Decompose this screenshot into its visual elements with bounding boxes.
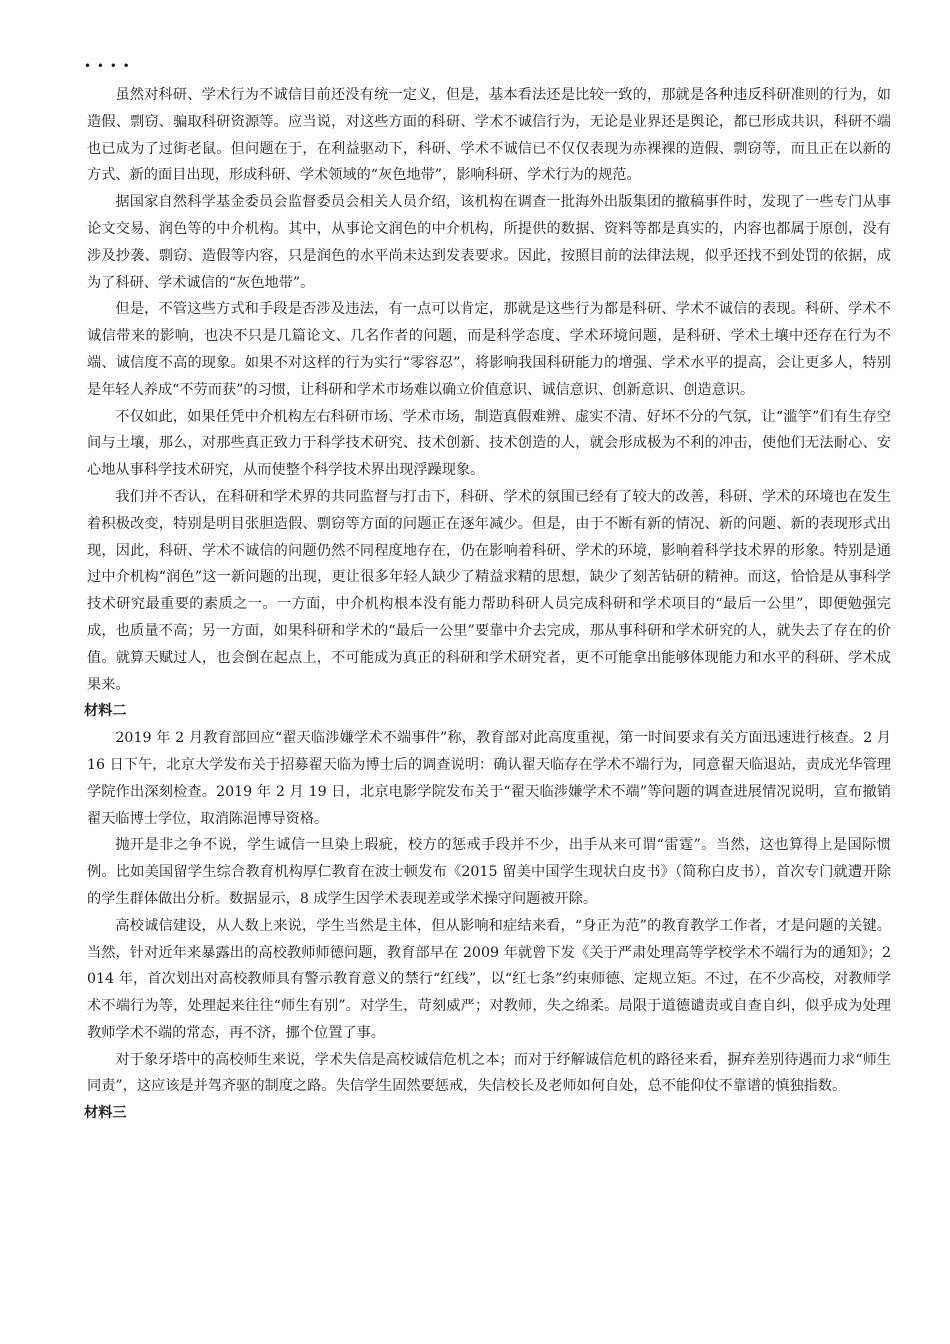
section-heading: 材料二	[84, 703, 127, 720]
paragraph: 高校诚信建设，从人数上来说，学生当然是主体，但从影响和症结来看，“身正为范”的教育教学工作者，才是问题的关键。当然，针对近年来暴露出的高校教师师德问题，教育部早在 2009 年就曾下发《关于严肃处理高等学校学术不端行为的通知》；2014 年，首次划出对高校教师具有警示教育意义的禁行“红线”，以“红七条”约束师德、定规立矩。不过，在不少高校，对教师学术不端行为等，处理起来往往“师生有别”。对学生，苛刻威严；对教师，失之绵柔。局限于道德谴责或自查自纠，似乎成为处理教师学术不端的常态，再不济，挪个位置了事。	[87, 917, 891, 1041]
section-heading: 材料三	[84, 1105, 127, 1122]
paragraph: 不仅如此，如果任凭中介机构左右科研市场、学术市场，制造真假难辨、虚实不清、好坏不分的气氛，让“滥竽”们有生存空间与土壤，那么，对那些真正致力于科学技术研究、技术创新、技术创造的人，就会形成极为不利的冲击，使他们无法耐心、安心地从事科学技术研究，从而使整个科学技术界出现浮躁现象。	[87, 408, 891, 479]
paragraph: 抛开是非之争不说，学生诚信一旦染上瑕疵，校方的惩戒手段并不少，出手从来可谓“雷霆”。当然，这也算得上是国际惯例。比如美国留学生综合教育机构厚仁教育在波士顿发布《2015 留美中国学生现状白皮书》（简称白皮书），首次专门就遭开除的学生群体做出分析。数据显示，8 成学生因学术表现差或学术操守问题被开除。	[87, 837, 891, 907]
material-three	[84, 1100, 891, 1127]
material-two	[84, 698, 891, 1100]
leading-ellipsis: • • • •	[84, 59, 131, 73]
paragraph: 据国家自然科学基金委员会监督委员会相关人员介绍，该机构在调查一批海外出版集团的撤稿事件时，发现了一些专门从事论文交易、润色等的中介机构。其中，从事论文润色的中介机构，所提供的数据、资料等都是真实的，内容也都属于原创，没有涉及抄袭、剽窃、造假等内容，只是润色的水平尚未达到发表要求。因此，按照目前的法律法规，似乎还找不到处罚的依据，成为了科研、学术诚信的“灰色地带”。	[87, 194, 891, 291]
paragraph: 但是，不管这些方式和手段是否涉及违法，有一点可以肯定，那就是这些行为都是科研、学术不诚信的表现。科研、学术不诚信带来的影响，也决不只是几篇论文、几名作者的问题，而是科学态度、学术环境问题，是科研、学术土壤中还存在行为不端、诚信度不高的现象。如果不对这样的行为实行“零容忍”，将影响我国科研能力的增强、学术水平的提高，会让更多人，特别是年轻人养成“不劳而获”的习惯，让科研和学术市场难以确立价值意识、诚信意识、创新意识、创造意识。	[87, 301, 891, 398]
paragraph: 2019 年 2 月教育部回应“翟天临涉嫌学术不端事件”称，教育部对此高度重视，第一时间要求有关方面迅速进行核查。2 月 16 日下午，北京大学发布关于招募翟天临为博士后的调查说明：确认翟天临存在学术不端行为，同意翟天临退站，责成光华管理学院作出深刻检查。2019 年 2 月 19 日，北京电影学院发布关于“翟天临涉嫌学术不端”等问题的调查进展情况说明，宣布撤销翟天临博士学位，取消陈浥博导资格。	[87, 730, 891, 827]
paragraph: 我们并不否认，在科研和学术界的共同监督与打击下，科研、学术的氛围已经有了较大的改善，科研、学术的环境也在发生着积极改变，特别是明目张胆造假、剽窃等方面的问题正在逐年减少。但是，由于不断有新的情况、新的问题、新的表现形式出现，因此，科研、学术不诚信的问题仍然不同程度地存在，仍在影响着科研、学术的环境，影响着科学技术界的形象。特别是通过中介机构“润色”这一新问题的出现，更让很多年轻人缺少了精益求精的思想，缺少了刻苦钻研的精神。而这，恰恰是从事科学技术研究最重要的素质之一。一方面，中介机构根本没有能力帮助科研人员完成科研和学术项目的“最后一公里”，即便勉强完成，也质量不高；另一方面，如果科研和学术的“最后一公里”要靠中介去完成，那从事科研和学术研究的人，就失去了存在的价值。就算天赋过人，也会倒在起点上，不可能成为真正的科研和学术研究者，更不可能拿出能够体现能力和水平的科研、学术成果来。	[87, 488, 891, 693]
document-page	[84, 56, 891, 1127]
paragraph: 对于象牙塔中的高校师生来说，学术失信是高校诚信危机之本；而对于纾解诚信危机的路径来看，摒弃差别待遇而力求“师生同责”，这应该是并驾齐驱的制度之路。失信学生固然要惩戒，失信校长及老师如何自处，总不能仰仗不靠谱的慎独指数。	[87, 1051, 891, 1095]
material-one-continued	[87, 82, 891, 698]
paragraph: 虽然对科研、学术行为不诚信目前还没有统一定义，但是，基本看法还是比较一致的，那就是各种违反科研准则的行为，如造假、剽窃、骗取科研资源等。应当说，对这些方面的科研、学术不诚信行为，无论是业界还是舆论，都已形成共识，科研不端也已成为了过街老鼠。但问题在于，在利益驱动下，科研、学术不诚信已不仅仅表现为赤裸裸的造假、剽窃等，而且正在以新的方式、新的面目出现，形成科研、学术领域的“灰色地带”，影响科研、学术行为的规范。	[87, 87, 891, 184]
